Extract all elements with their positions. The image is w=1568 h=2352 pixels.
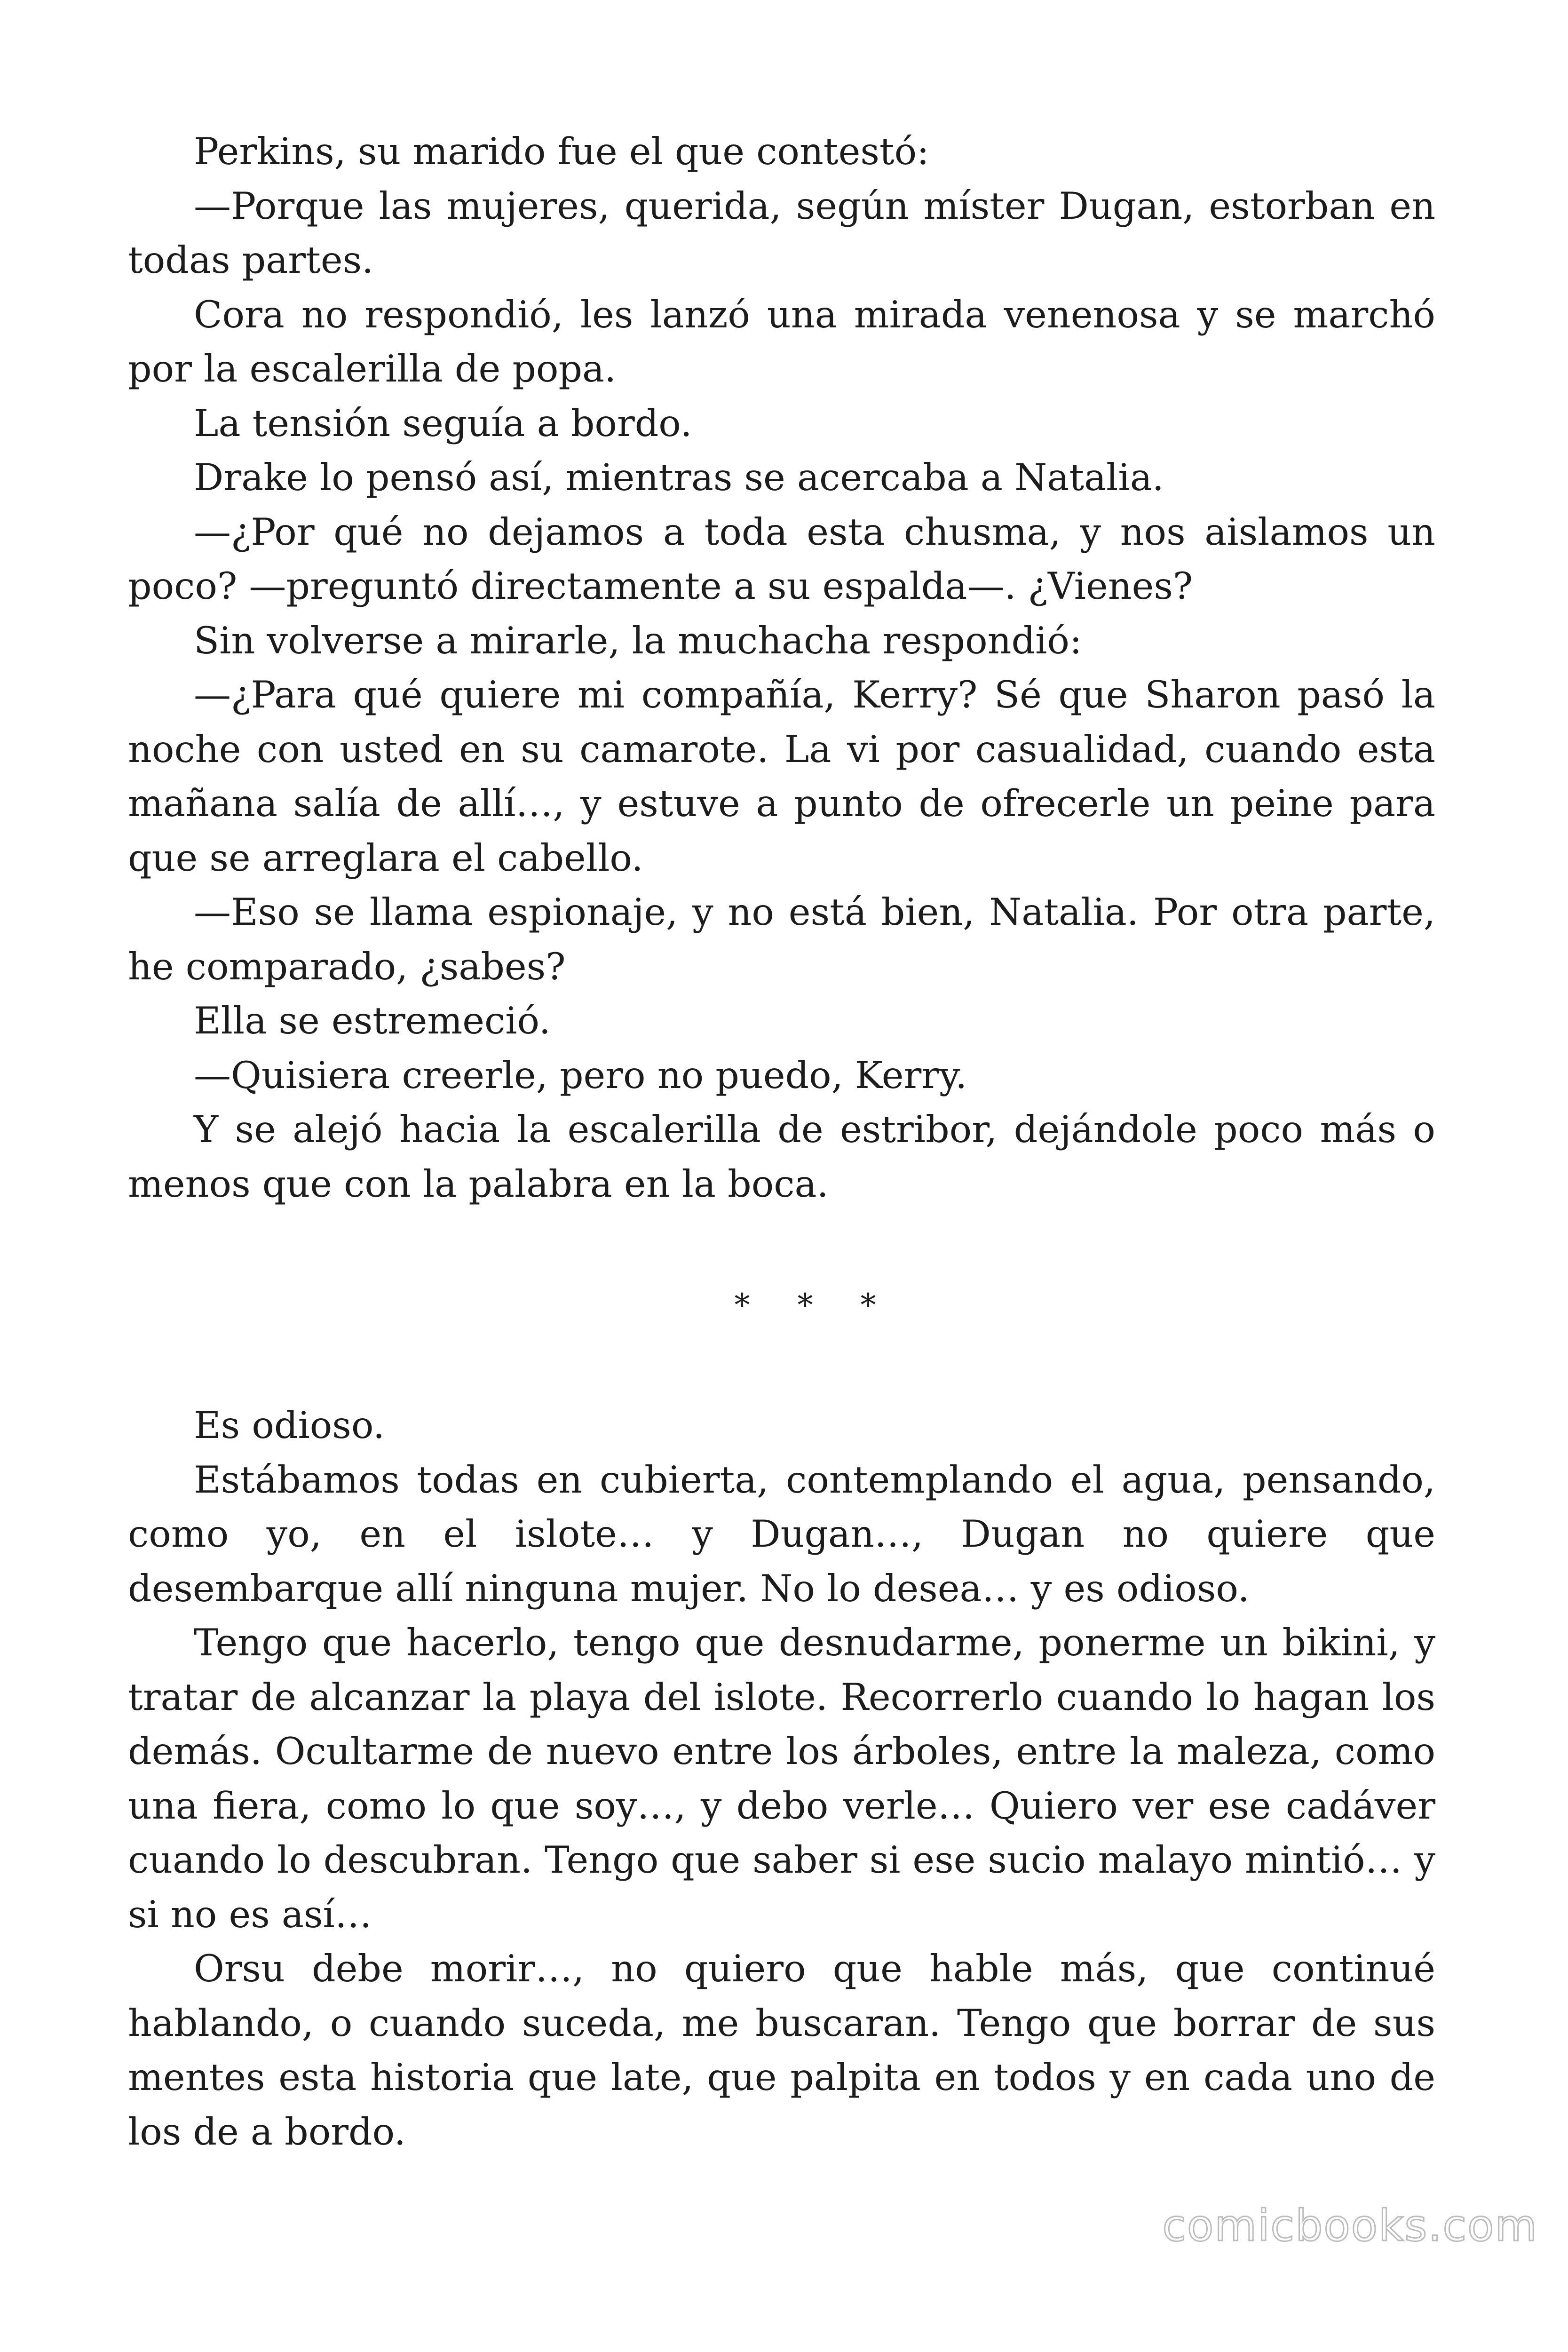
paragraph: —¿Para qué quiere mi compañía, Kerry? Sé que Sharon pasó la noche con usted en su camarote. La vi por casualidad, cuando esta mañana salía de allí…, y estuve a punto de ofrecerle un peine para que se arreglara el cabello. — [128, 673, 1435, 880]
paragraph: Es odioso. — [194, 1404, 385, 1447]
paragraph: Y se alejó hacia la escalerilla de estribor, dejándole poco más o menos que con la palabra en la boca. — [128, 1108, 1435, 1206]
paragraph: Ella se estremeció. — [194, 999, 551, 1042]
paragraph: Orsu debe morir…, no quiero que hable más, que continué hablando, o cuando suceda, me buscaran. Tengo que borrar de sus mentes esta historia que late, que palpita en todos y en cada uno de los de a bordo. — [128, 1947, 1435, 2153]
section-break-asterisks: * * * — [734, 1287, 895, 1323]
paragraph: Drake lo pensó así, mientras se acercaba a Natalia. — [194, 456, 1164, 499]
paragraph: —Eso se llama espionaje, y no está bien, Natalia. Por otra parte, he comparado, ¿sabes? — [128, 890, 1435, 988]
paragraph: Estábamos todas en cubierta, contemplando el agua, pensando, como yo, en el islote… y Dugan…, Dugan no quiere que desembarque allí ninguna mujer. No lo desea… y es odioso. — [128, 1458, 1435, 1610]
paragraph: La tensión seguía a bordo. — [194, 401, 692, 445]
paragraph: Perkins, su marido fue el que contestó: — [194, 130, 929, 173]
watermark: comicbooks.com — [1162, 2201, 1538, 2251]
paragraph: Tengo que hacerlo, tengo que desnudarme, ponerme un bikini, y tratar de alcanzar la playa del islote. Recorrerlo cuando lo hagan los demás. Ocultarme de nuevo entre los árboles, entre la maleza, como una fiera, como lo que soy…, y debo verle… Quiero ver ese cadáver cuando lo descubran. Tengo que saber si ese sucio malayo mintió… y si no es así… — [128, 1621, 1435, 1936]
paragraph: —¿Por qué no dejamos a toda esta chusma, y nos aislamos un poco? —preguntó directamente a su espalda—. ¿Vienes? — [128, 510, 1435, 608]
paragraph: —Quisiera creerle, pero no puedo, Kerry. — [194, 1053, 967, 1097]
paragraph: Cora no respondió, les lanzó una mirada venenosa y se marchó por la escalerilla de popa. — [128, 293, 1435, 390]
book-page — [128, 125, 1435, 2159]
paragraph: —Porque las mujeres, querida, según míster Dugan, estorban en todas partes. — [128, 184, 1435, 282]
paragraph: Sin volverse a mirarle, la muchacha respondió: — [194, 619, 1082, 662]
section-break — [194, 1211, 1435, 1398]
